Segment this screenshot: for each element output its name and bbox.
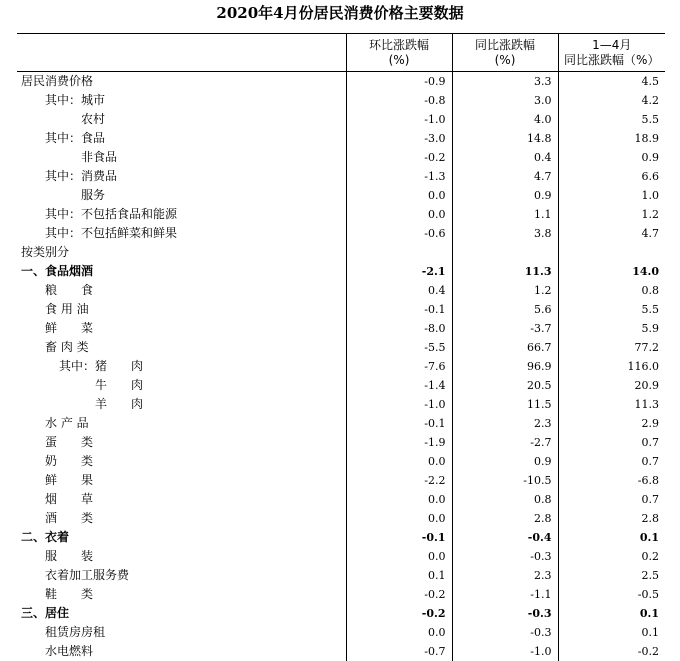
cell-ytd: 4.7 — [558, 224, 665, 243]
table-row — [17, 414, 665, 433]
cell-mom: -0.1 — [346, 528, 452, 547]
cell-ytd: 0.8 — [558, 281, 665, 300]
cell-ytd: 0.1 — [558, 528, 665, 547]
cell-yoy: 3.8 — [452, 224, 558, 243]
row-label: 畜 肉 类 — [17, 338, 346, 357]
cell-yoy: -0.3 — [452, 623, 558, 642]
cell-ytd: 2.8 — [558, 509, 665, 528]
header-ytd-period: 1—4月 — [563, 38, 662, 53]
cell-ytd: 1.2 — [558, 205, 665, 224]
cell-mom: -1.0 — [346, 110, 452, 129]
cell-ytd: 4.2 — [558, 91, 665, 110]
row-label: 农村 — [17, 110, 346, 129]
cell-yoy — [452, 243, 558, 262]
cell-mom: 0.0 — [346, 205, 452, 224]
table-row — [17, 300, 665, 319]
table-row — [17, 357, 665, 376]
row-label: 租赁房房租 — [17, 623, 346, 642]
row-label: 牛 肉 — [17, 376, 346, 395]
cell-yoy: 1.1 — [452, 205, 558, 224]
row-label: 鲜 菜 — [17, 319, 346, 338]
row-label: 鞋 类 — [17, 585, 346, 604]
cell-mom: 0.0 — [346, 547, 452, 566]
row-label: 衣着加工服务费 — [17, 566, 346, 585]
cell-mom: -3.0 — [346, 129, 452, 148]
cell-yoy: -0.3 — [452, 604, 558, 623]
table-row — [17, 433, 665, 452]
cell-mom: -8.0 — [346, 319, 452, 338]
cell-ytd: 77.2 — [558, 338, 665, 357]
table-row — [17, 528, 665, 547]
cell-ytd: 4.5 — [558, 72, 665, 92]
header-mom — [346, 34, 452, 72]
cell-ytd: 0.9 — [558, 148, 665, 167]
table-row — [17, 167, 665, 186]
header-yoy-label: 同比涨跌幅 — [457, 38, 554, 53]
cell-yoy: 2.3 — [452, 566, 558, 585]
row-label: 其中：猪 肉 — [17, 357, 346, 376]
cell-mom: -0.7 — [346, 642, 452, 661]
cell-ytd: 0.7 — [558, 452, 665, 471]
cell-yoy: 0.8 — [452, 490, 558, 509]
cell-ytd: 0.1 — [558, 604, 665, 623]
table-row — [17, 376, 665, 395]
cell-ytd: 11.3 — [558, 395, 665, 414]
table-row — [17, 91, 665, 110]
row-label: 奶 类 — [17, 452, 346, 471]
cell-mom: -1.9 — [346, 433, 452, 452]
table-header-row — [17, 34, 665, 72]
cell-mom: -7.6 — [346, 357, 452, 376]
cell-ytd: 116.0 — [558, 357, 665, 376]
cell-yoy: 4.0 — [452, 110, 558, 129]
cell-yoy: -3.7 — [452, 319, 558, 338]
row-label: 其中：食品 — [17, 129, 346, 148]
cell-yoy: 96.9 — [452, 357, 558, 376]
row-label: 酒 类 — [17, 509, 346, 528]
cell-ytd: 0.2 — [558, 547, 665, 566]
cell-ytd: -0.2 — [558, 642, 665, 661]
header-mom-label: 环比涨跌幅 — [351, 38, 448, 53]
row-label: 食 用 油 — [17, 300, 346, 319]
cell-yoy: 0.4 — [452, 148, 558, 167]
cell-ytd: 18.9 — [558, 129, 665, 148]
row-label: 烟 草 — [17, 490, 346, 509]
table-row — [17, 623, 665, 642]
cell-mom: -1.4 — [346, 376, 452, 395]
cell-yoy: -2.7 — [452, 433, 558, 452]
cell-mom: -0.2 — [346, 148, 452, 167]
table-row — [17, 224, 665, 243]
table-row — [17, 604, 665, 623]
cell-mom: -0.6 — [346, 224, 452, 243]
cell-yoy: 66.7 — [452, 338, 558, 357]
table-row — [17, 205, 665, 224]
row-label: 按类别分 — [17, 243, 346, 262]
table-row — [17, 642, 665, 661]
row-label: 三、居住 — [17, 604, 346, 623]
cell-mom: -0.9 — [346, 72, 452, 92]
cell-yoy: -0.3 — [452, 547, 558, 566]
cell-yoy: 14.8 — [452, 129, 558, 148]
cell-mom: 0.0 — [346, 509, 452, 528]
cell-ytd: 1.0 — [558, 186, 665, 205]
cell-mom: 0.4 — [346, 281, 452, 300]
cell-ytd — [558, 243, 665, 262]
header-ytd — [558, 34, 665, 72]
cell-ytd: -0.5 — [558, 585, 665, 604]
cell-yoy: 0.9 — [452, 452, 558, 471]
cell-yoy: 20.5 — [452, 376, 558, 395]
cell-ytd: 20.9 — [558, 376, 665, 395]
row-label: 二、衣着 — [17, 528, 346, 547]
table-row — [17, 148, 665, 167]
cell-mom: 0.0 — [346, 186, 452, 205]
cell-mom: 0.0 — [346, 623, 452, 642]
cell-yoy: 2.8 — [452, 509, 558, 528]
cell-mom: -0.2 — [346, 585, 452, 604]
table-row — [17, 490, 665, 509]
cell-mom: -0.2 — [346, 604, 452, 623]
row-label: 服务 — [17, 186, 346, 205]
table-row — [17, 566, 665, 585]
header-yoy-unit: (%) — [457, 53, 554, 68]
table-row — [17, 186, 665, 205]
table-row — [17, 585, 665, 604]
table-row — [17, 319, 665, 338]
cell-ytd: 0.7 — [558, 490, 665, 509]
cell-ytd: 5.5 — [558, 110, 665, 129]
cell-mom: -0.1 — [346, 414, 452, 433]
cell-yoy: 11.5 — [452, 395, 558, 414]
cell-ytd: 2.9 — [558, 414, 665, 433]
cell-mom: -2.2 — [346, 471, 452, 490]
row-label: 其中：不包括鲜菜和鲜果 — [17, 224, 346, 243]
cell-ytd: 0.7 — [558, 433, 665, 452]
cell-ytd: -6.8 — [558, 471, 665, 490]
row-label: 蛋 类 — [17, 433, 346, 452]
cell-ytd: 5.5 — [558, 300, 665, 319]
cell-mom: -1.0 — [346, 395, 452, 414]
row-label: 鲜 果 — [17, 471, 346, 490]
table-row — [17, 338, 665, 357]
cell-yoy: 2.3 — [452, 414, 558, 433]
cell-yoy: 3.0 — [452, 91, 558, 110]
table-row — [17, 281, 665, 300]
cell-yoy: 3.3 — [452, 72, 558, 92]
cell-yoy: -1.0 — [452, 642, 558, 661]
row-label: 一、食品烟酒 — [17, 262, 346, 281]
cell-yoy: 1.2 — [452, 281, 558, 300]
cell-yoy: -0.4 — [452, 528, 558, 547]
cell-mom: 0.1 — [346, 566, 452, 585]
header-item — [17, 34, 346, 72]
row-label: 其中：消费品 — [17, 167, 346, 186]
table-row — [17, 452, 665, 471]
cell-mom — [346, 243, 452, 262]
cell-ytd: 0.1 — [558, 623, 665, 642]
table-row — [17, 243, 665, 262]
row-label: 水 产 品 — [17, 414, 346, 433]
header-mom-unit: (%) — [351, 53, 448, 68]
table-row — [17, 471, 665, 490]
table-row — [17, 110, 665, 129]
cell-mom: 0.0 — [346, 490, 452, 509]
cell-ytd: 6.6 — [558, 167, 665, 186]
table-row — [17, 262, 665, 281]
cell-yoy: -1.1 — [452, 585, 558, 604]
row-label: 其中：城市 — [17, 91, 346, 110]
cell-mom: -0.1 — [346, 300, 452, 319]
table-row — [17, 509, 665, 528]
cell-ytd: 14.0 — [558, 262, 665, 281]
page-title: 2020年4月份居民消费价格主要数据 — [0, 3, 680, 23]
cell-yoy: 4.7 — [452, 167, 558, 186]
cell-yoy: -10.5 — [452, 471, 558, 490]
cpi-table — [17, 33, 665, 661]
row-label: 粮 食 — [17, 281, 346, 300]
row-label: 居民消费价格 — [17, 72, 346, 92]
table-body — [17, 72, 665, 661]
cell-yoy: 5.6 — [452, 300, 558, 319]
table-row — [17, 547, 665, 566]
table-row — [17, 129, 665, 148]
header-yoy — [452, 34, 558, 72]
cell-yoy: 11.3 — [452, 262, 558, 281]
cell-mom: -5.5 — [346, 338, 452, 357]
cell-ytd: 2.5 — [558, 566, 665, 585]
cell-mom: -1.3 — [346, 167, 452, 186]
row-label: 服 装 — [17, 547, 346, 566]
row-label: 羊 肉 — [17, 395, 346, 414]
row-label: 其中：不包括食品和能源 — [17, 205, 346, 224]
cell-mom: -2.1 — [346, 262, 452, 281]
cell-yoy: 0.9 — [452, 186, 558, 205]
cell-mom: 0.0 — [346, 452, 452, 471]
row-label: 水电燃料 — [17, 642, 346, 661]
cell-mom: -0.8 — [346, 91, 452, 110]
table-row — [17, 72, 665, 92]
cell-ytd: 5.9 — [558, 319, 665, 338]
table-row — [17, 395, 665, 414]
row-label: 非食品 — [17, 148, 346, 167]
header-ytd-label: 同比涨跌幅（%） — [563, 53, 662, 68]
